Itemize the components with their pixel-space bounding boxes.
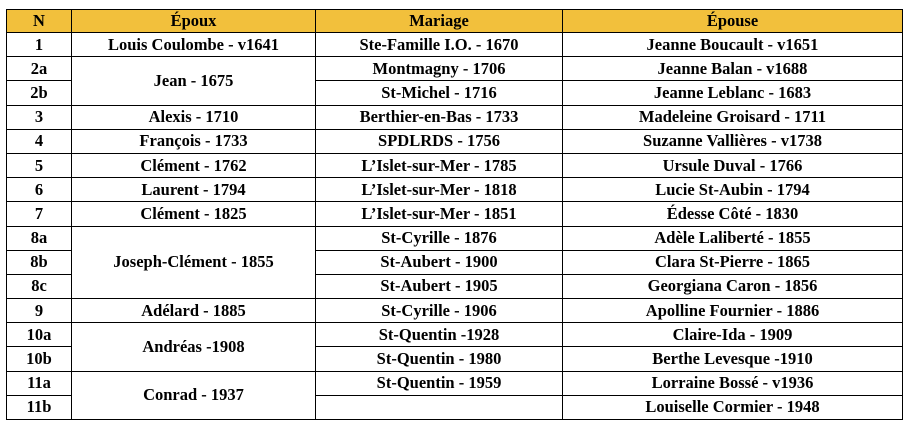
cell-epouse: Berthe Levesque -1910 bbox=[563, 347, 903, 371]
cell-epouse: Georgiana Caron - 1856 bbox=[563, 274, 903, 298]
cell-mariage: St-Quentin - 1959 bbox=[316, 371, 563, 395]
cell-n: 2b bbox=[7, 81, 72, 105]
header-mariage: Mariage bbox=[316, 10, 563, 33]
cell-epoux: Laurent - 1794 bbox=[72, 178, 316, 202]
header-row bbox=[7, 10, 903, 33]
header-epoux: Époux bbox=[72, 10, 316, 33]
cell-mariage: St-Aubert - 1900 bbox=[316, 250, 563, 274]
cell-epouse: Apolline Fournier - 1886 bbox=[563, 299, 903, 323]
cell-mariage: St-Quentin - 1980 bbox=[316, 347, 563, 371]
cell-mariage: SPDLRDS - 1756 bbox=[316, 129, 563, 153]
cell-epouse: Édesse Côté - 1830 bbox=[563, 202, 903, 226]
table-row bbox=[7, 33, 903, 57]
cell-n: 8a bbox=[7, 226, 72, 250]
cell-epouse: Clara St-Pierre - 1865 bbox=[563, 250, 903, 274]
table-row bbox=[7, 129, 903, 153]
cell-epouse: Louiselle Cormier - 1948 bbox=[563, 395, 903, 419]
header-epouse: Épouse bbox=[563, 10, 903, 33]
cell-mariage: St-Cyrille - 1876 bbox=[316, 226, 563, 250]
cell-mariage: Ste-Famille I.O. - 1670 bbox=[316, 33, 563, 57]
cell-mariage: Montmagny - 1706 bbox=[316, 57, 563, 81]
cell-epoux: Alexis - 1710 bbox=[72, 105, 316, 129]
cell-n: 8b bbox=[7, 250, 72, 274]
table-row bbox=[7, 57, 903, 81]
cell-n: 8c bbox=[7, 274, 72, 298]
cell-epouse: Jeanne Balan - v1688 bbox=[563, 57, 903, 81]
cell-n: 11a bbox=[7, 371, 72, 395]
table-row bbox=[7, 323, 903, 347]
cell-mariage: L’Islet-sur-Mer - 1818 bbox=[316, 178, 563, 202]
cell-n: 3 bbox=[7, 105, 72, 129]
cell-epoux: Clément - 1762 bbox=[72, 153, 316, 177]
table-row bbox=[7, 105, 903, 129]
cell-mariage bbox=[316, 395, 563, 419]
header-n: N bbox=[7, 10, 72, 33]
cell-epoux: François - 1733 bbox=[72, 129, 316, 153]
table-row bbox=[7, 202, 903, 226]
cell-mariage: St-Cyrille - 1906 bbox=[316, 299, 563, 323]
cell-epoux: Clément - 1825 bbox=[72, 202, 316, 226]
cell-epouse: Lucie St-Aubin - 1794 bbox=[563, 178, 903, 202]
table-row bbox=[7, 153, 903, 177]
cell-epouse: Suzanne Vallières - v1738 bbox=[563, 129, 903, 153]
cell-epouse: Jeanne Leblanc - 1683 bbox=[563, 81, 903, 105]
cell-epouse: Adèle Laliberté - 1855 bbox=[563, 226, 903, 250]
cell-n: 6 bbox=[7, 178, 72, 202]
cell-n: 10a bbox=[7, 323, 72, 347]
cell-n: 4 bbox=[7, 129, 72, 153]
cell-n: 1 bbox=[7, 33, 72, 57]
cell-mariage: Berthier-en-Bas - 1733 bbox=[316, 105, 563, 129]
cell-epoux: Louis Coulombe - v1641 bbox=[72, 33, 316, 57]
cell-epouse: Madeleine Groisard - 1711 bbox=[563, 105, 903, 129]
table-row bbox=[7, 178, 903, 202]
cell-epouse: Ursule Duval - 1766 bbox=[563, 153, 903, 177]
cell-epouse: Lorraine Bossé - v1936 bbox=[563, 371, 903, 395]
cell-n: 5 bbox=[7, 153, 72, 177]
cell-n: 2a bbox=[7, 57, 72, 81]
cell-mariage: St-Quentin -1928 bbox=[316, 323, 563, 347]
table-row bbox=[7, 299, 903, 323]
cell-n: 10b bbox=[7, 347, 72, 371]
table-row bbox=[7, 226, 903, 250]
cell-epoux: Andréas -1908 bbox=[72, 323, 316, 371]
cell-mariage: L’Islet-sur-Mer - 1785 bbox=[316, 153, 563, 177]
cell-epoux: Jean - 1675 bbox=[72, 57, 316, 105]
cell-n: 9 bbox=[7, 299, 72, 323]
cell-epoux: Conrad - 1937 bbox=[72, 371, 316, 419]
cell-mariage: L’Islet-sur-Mer - 1851 bbox=[316, 202, 563, 226]
genealogy-table bbox=[6, 9, 903, 420]
cell-epouse: Jeanne Boucault - v1651 bbox=[563, 33, 903, 57]
cell-mariage: St-Michel - 1716 bbox=[316, 81, 563, 105]
cell-n: 7 bbox=[7, 202, 72, 226]
cell-epoux: Joseph-Clément - 1855 bbox=[72, 226, 316, 299]
cell-epoux: Adélard - 1885 bbox=[72, 299, 316, 323]
table-row bbox=[7, 371, 903, 395]
cell-epouse: Claire-Ida - 1909 bbox=[563, 323, 903, 347]
cell-n: 11b bbox=[7, 395, 72, 419]
cell-mariage: St-Aubert - 1905 bbox=[316, 274, 563, 298]
